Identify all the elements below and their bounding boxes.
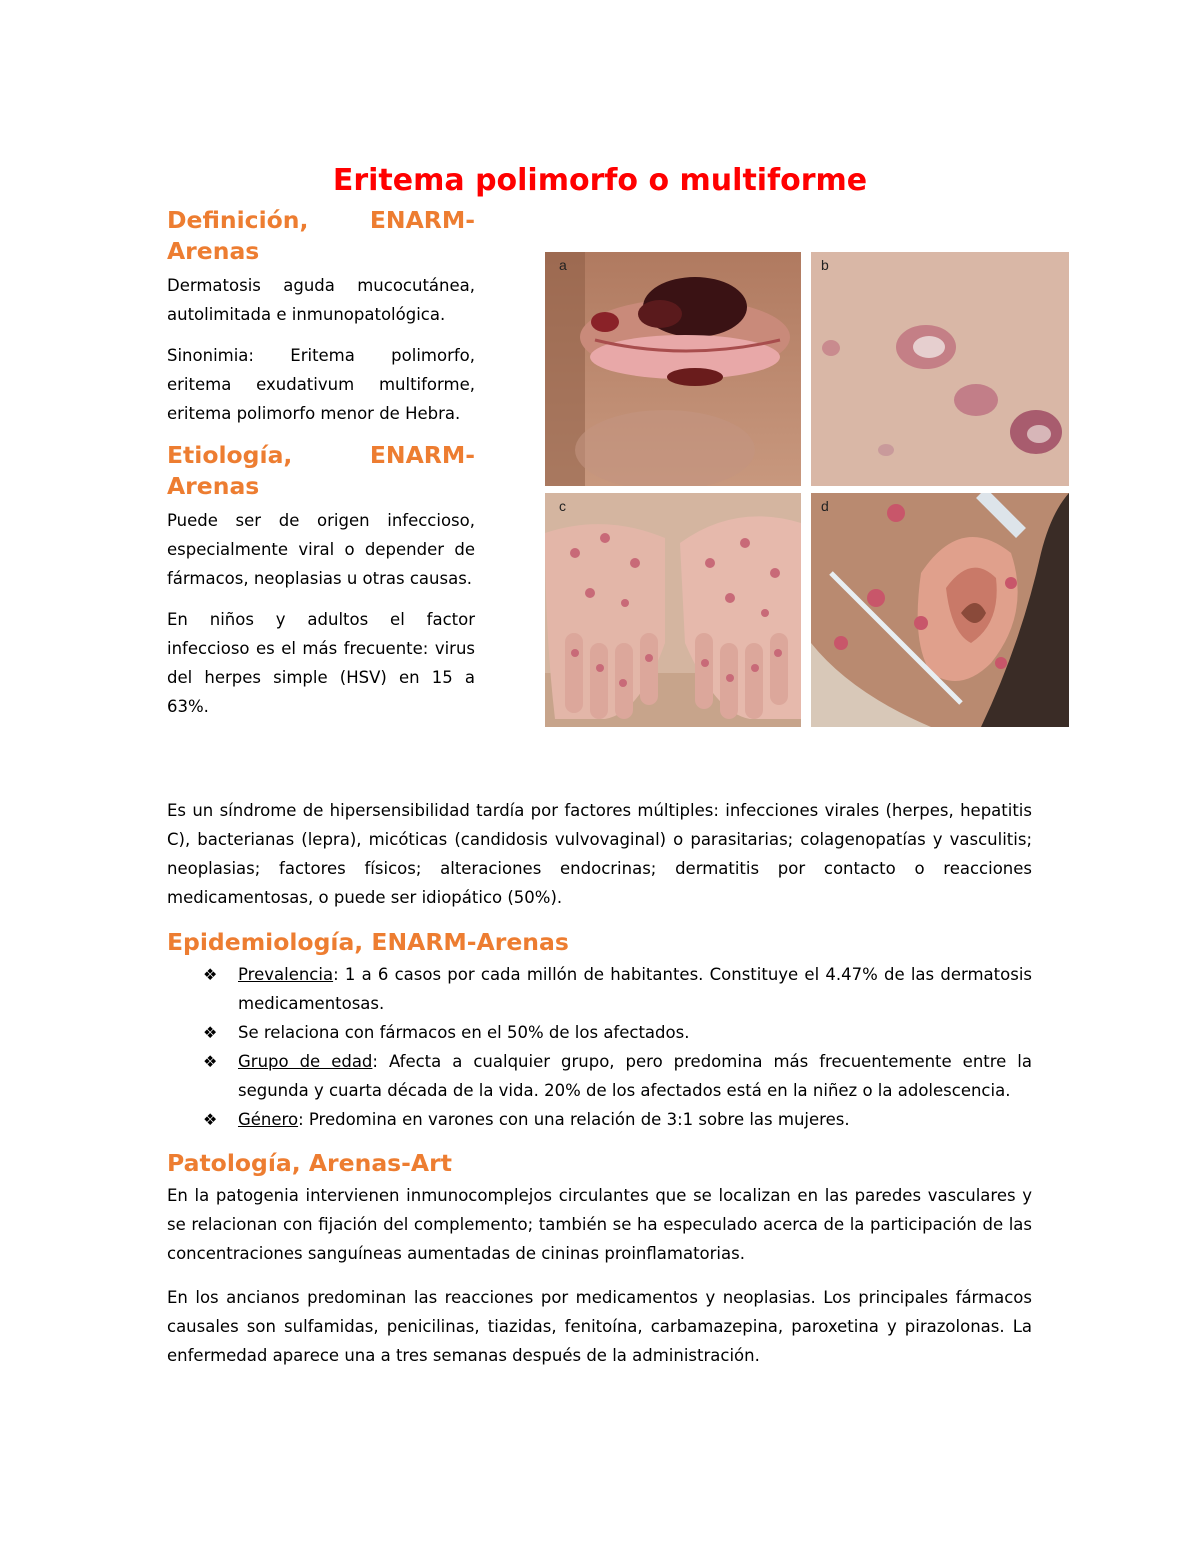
bullet-text: Se relaciona con fármacos en el 50% de los afectados. <box>238 1023 690 1042</box>
clinical-figure <box>545 252 1069 727</box>
figure-panel-b <box>811 252 1069 486</box>
etiologia-paragraph: Puede ser de origen infeccioso, especialmente viral o depender de fármacos, neoplasias u otras causas. <box>167 511 475 588</box>
skin-lesion-image <box>811 252 1069 486</box>
figure-panel-a <box>545 252 801 486</box>
bullet-text: : 1 a 6 casos por cada millón de habitantes. Constituye el 4.47% de las dermatosis medicamentosas. <box>238 965 1032 1013</box>
list-item <box>167 960 1032 1018</box>
list-item <box>167 1105 1032 1134</box>
figure-panel-d <box>811 493 1069 727</box>
figure-panel-c <box>545 493 801 727</box>
panel-a-label: a <box>559 257 567 273</box>
etiologia-heading-part3: Arenas <box>167 472 260 500</box>
definicion-heading-part3: Arenas <box>167 237 260 265</box>
hipersensibilidad-paragraph: Es un síndrome de hipersensibilidad tardía por factores múltiples: infecciones virales (herpes, hepatitis C), bacterianas (lepra), micóticas (candidosis vulvovaginal) o parasitarias; colagenopatías y vasculitis; neoplasias; factores físicos; alteraciones endocrinas; dermatitis por contacto o reacciones medicamentosas, o puede ser idiopático (50%). <box>167 801 1032 907</box>
bullet-text: : Afecta a cualquier grupo, pero predomina más frecuentemente entre la segunda y cuarta década de la vida. 20% de los afectados está en la niñez o la adolescencia. <box>238 1052 1033 1100</box>
bullet-term: Grupo de edad <box>238 1052 373 1071</box>
bullet-term: Género <box>238 1110 299 1129</box>
patologia-heading: Patología, Arenas-Art <box>167 1149 452 1177</box>
panel-d-label: d <box>821 498 829 514</box>
page-title: Eritema polimorfo o multiforme <box>332 163 868 198</box>
diamond-bullet-icon: ❖ <box>203 1052 218 1071</box>
list-item <box>167 1018 1032 1047</box>
etiologia-heading-part1: Etiología, <box>167 441 293 469</box>
main-body <box>167 796 1032 1370</box>
definicion-heading-part1: Definición, <box>167 206 309 234</box>
sinonimia-paragraph: Sinonimia: Eritema polimorfo, eritema exudativum multiforme, eritema polimorfo menor de Hebra. <box>167 346 475 423</box>
definicion-heading-part2: ENARM- <box>369 206 475 234</box>
etiologia-heading <box>167 440 475 471</box>
diamond-bullet-icon: ❖ <box>203 1023 218 1042</box>
ancianos-paragraph: En los ancianos predominan las reacciones por medicamentos y neoplasias. Los principales fármacos causales son sulfamidas, penicilinas, tiazidas, fenitoína, carbamazepina, paroxetina y pirazolonas. La enfermedad aparece una a tres semanas después de la administración. <box>167 1288 1032 1365</box>
epidemiologia-list <box>167 960 1032 1134</box>
epidemiologia-heading: Epidemiología, ENARM-Arenas <box>167 928 569 956</box>
patogenia-paragraph: En la patogenia intervienen inmunocomplejos circulantes que se localizan en las paredes vasculares y se relacionan con fijación del complemento; también se ha especulado acerca de la participación de las concentraciones sanguíneas aumentadas de cininas proinflamatorias. <box>167 1186 1032 1263</box>
diamond-bullet-icon: ❖ <box>203 965 218 984</box>
panel-b-label: b <box>821 257 829 273</box>
left-column <box>167 205 475 721</box>
diamond-bullet-icon: ❖ <box>203 1110 218 1129</box>
ninos-adultos-paragraph: En niños y adultos el factor infeccioso es el más frecuente: virus del herpes simple (HSV) en 15 a 63%. <box>167 610 475 716</box>
etiologia-heading-part2: ENARM- <box>369 441 475 469</box>
palms-lesion-image <box>545 493 801 727</box>
ear-lesion-image <box>811 493 1069 727</box>
lips-lesion-image <box>545 252 801 486</box>
bullet-term: Prevalencia <box>238 965 334 984</box>
definicion-heading <box>167 205 475 236</box>
definicion-paragraph: Dermatosis aguda mucocutánea, autolimitada e inmunopatológica. <box>167 276 475 324</box>
bullet-text: : Predomina en varones con una relación de 3:1 sobre las mujeres. <box>298 1110 850 1129</box>
panel-c-label: c <box>559 498 566 514</box>
list-item <box>167 1047 1032 1105</box>
